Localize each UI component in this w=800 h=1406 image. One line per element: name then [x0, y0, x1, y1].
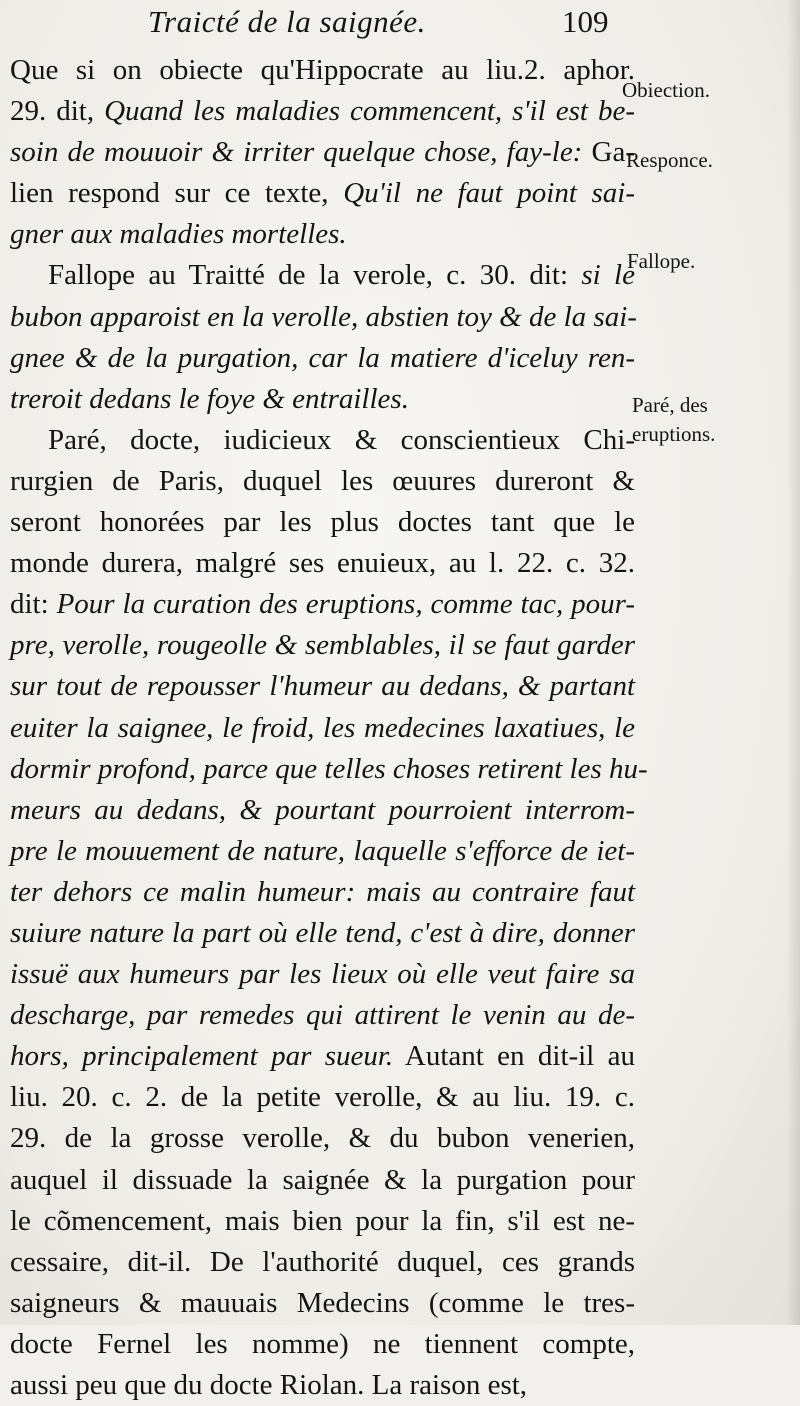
- text-line: [10, 584, 635, 625]
- text-line: [10, 831, 635, 872]
- margin-note-pare: Paré, des: [632, 393, 708, 417]
- text-run: auquel il dissuade la saignée & la purgation pour: [10, 1163, 635, 1196]
- text-line: [10, 1160, 635, 1201]
- margin-note-response: Responce.: [626, 148, 713, 172]
- margin-note-objection: Obiection.: [622, 78, 711, 102]
- italic-text-run: Quand les maladies commencent, s'il est be-: [104, 95, 635, 128]
- text-line: [10, 1036, 635, 1077]
- text-line: [10, 255, 635, 296]
- text-run: le cõmencement, mais bien pour la fin, s'il est ne-: [10, 1204, 635, 1237]
- text-run: aussi peu que du docte Riolan. La raison est,: [10, 1369, 528, 1401]
- text-line: [10, 1242, 635, 1283]
- italic-text-run: meurs au dedans, & pourtant pourroient interrom-: [10, 793, 635, 826]
- italic-text-run: issuë aux humeurs par les lieux où elle veut faire sa: [10, 958, 635, 991]
- italic-text-run: dormir profond, parce que telles choses retirent les hu-: [10, 752, 648, 785]
- page-number: 109: [562, 4, 609, 39]
- text-run: dit:: [10, 588, 57, 621]
- text-line: [10, 708, 635, 749]
- italic-text-run: sur tout de repousser l'humeur au dedans, & partant: [10, 670, 635, 703]
- italic-text-run: gnee & de la purgation, car la matiere d'iceluy ren-: [10, 341, 635, 374]
- text-line: [10, 913, 635, 954]
- italic-text-run: si le: [581, 259, 635, 292]
- text-line: [10, 954, 635, 995]
- text-run: docte Fernel les nomme) ne tiennent compte,: [10, 1327, 635, 1360]
- text-run: Autant en dit-il au: [393, 1040, 635, 1073]
- italic-text-run: pre, verolle, rougeolle & semblables, il se faut garder: [10, 629, 635, 662]
- italic-text-run: hors, principalement par sueur.: [10, 1040, 394, 1073]
- text-line: [10, 749, 648, 790]
- text-line: [10, 297, 635, 338]
- text-run: 29. dit,: [10, 95, 105, 128]
- text-line: [10, 173, 635, 214]
- page-header: [0, 4, 800, 44]
- italic-text-run: suiure nature la part où elle tend, c'est à dire, donner: [10, 916, 635, 949]
- text-line: [10, 50, 635, 91]
- text-run: Ga-: [582, 136, 635, 169]
- margin-note-fallope: Fallope.: [627, 249, 696, 273]
- text-run: cessaire, dit-il. De l'authorité duquel, ces grands: [10, 1245, 635, 1278]
- text-run: Fallope au Traitté de la verole, c. 30. dit:: [48, 259, 582, 292]
- page-edge-shadow: [786, 0, 800, 1325]
- text-line: [10, 1365, 635, 1406]
- text-run: 29. de la grosse verolle, & du bubon venerien,: [10, 1122, 635, 1155]
- text-line: [10, 379, 635, 420]
- text-run: saigneurs & mauuais Medecins (comme le tres-: [10, 1286, 635, 1319]
- italic-text-run: Pour la curation des eruptions, comme tac, pour-: [56, 588, 635, 621]
- italic-text-run: pre le mouuement de nature, laquelle s'efforce de iet-: [10, 834, 635, 867]
- text-line: [10, 790, 635, 831]
- text-line: [10, 1201, 635, 1242]
- italic-text-run: descharge, par remedes qui attirent le venin au de-: [10, 999, 635, 1032]
- italic-text-run: bubon apparoist en la verolle, abstien toy & de la sai-: [10, 300, 637, 333]
- text-run: lien respond sur ce texte,: [10, 177, 344, 210]
- text-line: [10, 872, 635, 913]
- text-run: monde durera, malgré ses enuieux, au l. 22. c. 32.: [10, 547, 635, 580]
- running-title: Traicté de la saignée.: [148, 4, 426, 39]
- main-text-block: [10, 50, 648, 1406]
- text-line: [10, 91, 635, 132]
- text-line: [10, 625, 635, 666]
- text-line: [10, 666, 635, 707]
- text-line: [10, 1077, 635, 1118]
- text-line: [10, 1324, 635, 1365]
- text-line: [10, 1283, 635, 1324]
- text-line: [10, 461, 635, 502]
- text-line: [10, 995, 635, 1036]
- italic-text-run: gner aux maladies mortelles.: [10, 218, 347, 251]
- text-line: [10, 543, 635, 584]
- margin-note-eruptions: eruptions.: [632, 422, 716, 446]
- text-line: [10, 1118, 635, 1159]
- italic-text-run: euiter la saignee, le froid, les medecines laxatiues, le: [10, 711, 635, 744]
- italic-text-run: Qu'il ne faut point sai-: [343, 177, 636, 210]
- text-line: [10, 502, 635, 543]
- text-run: rurgien de Paris, duquel les œuures dureront &: [10, 464, 635, 497]
- text-line: [10, 132, 635, 173]
- italic-text-run: treroit dedans le foye & entrailles.: [10, 382, 409, 415]
- text-run: Que si on obiecte qu'Hippocrate au liu.2. aphor.: [10, 54, 635, 86]
- text-run: Paré, docte, iudicieux & conscientieux Chi-: [48, 423, 635, 456]
- text-run: seront honorées par les plus doctes tant que le: [10, 506, 635, 539]
- text-line: [10, 338, 635, 379]
- text-line: [10, 420, 635, 461]
- text-run: liu. 20. c. 2. de la petite verolle, & au liu. 19. c.: [10, 1081, 635, 1114]
- italic-text-run: ter dehors ce malin humeur: mais au contraire faut: [10, 875, 635, 908]
- italic-text-run: soin de mouuoir & irriter quelque chose, fay-le:: [10, 136, 583, 169]
- text-line: [10, 214, 635, 255]
